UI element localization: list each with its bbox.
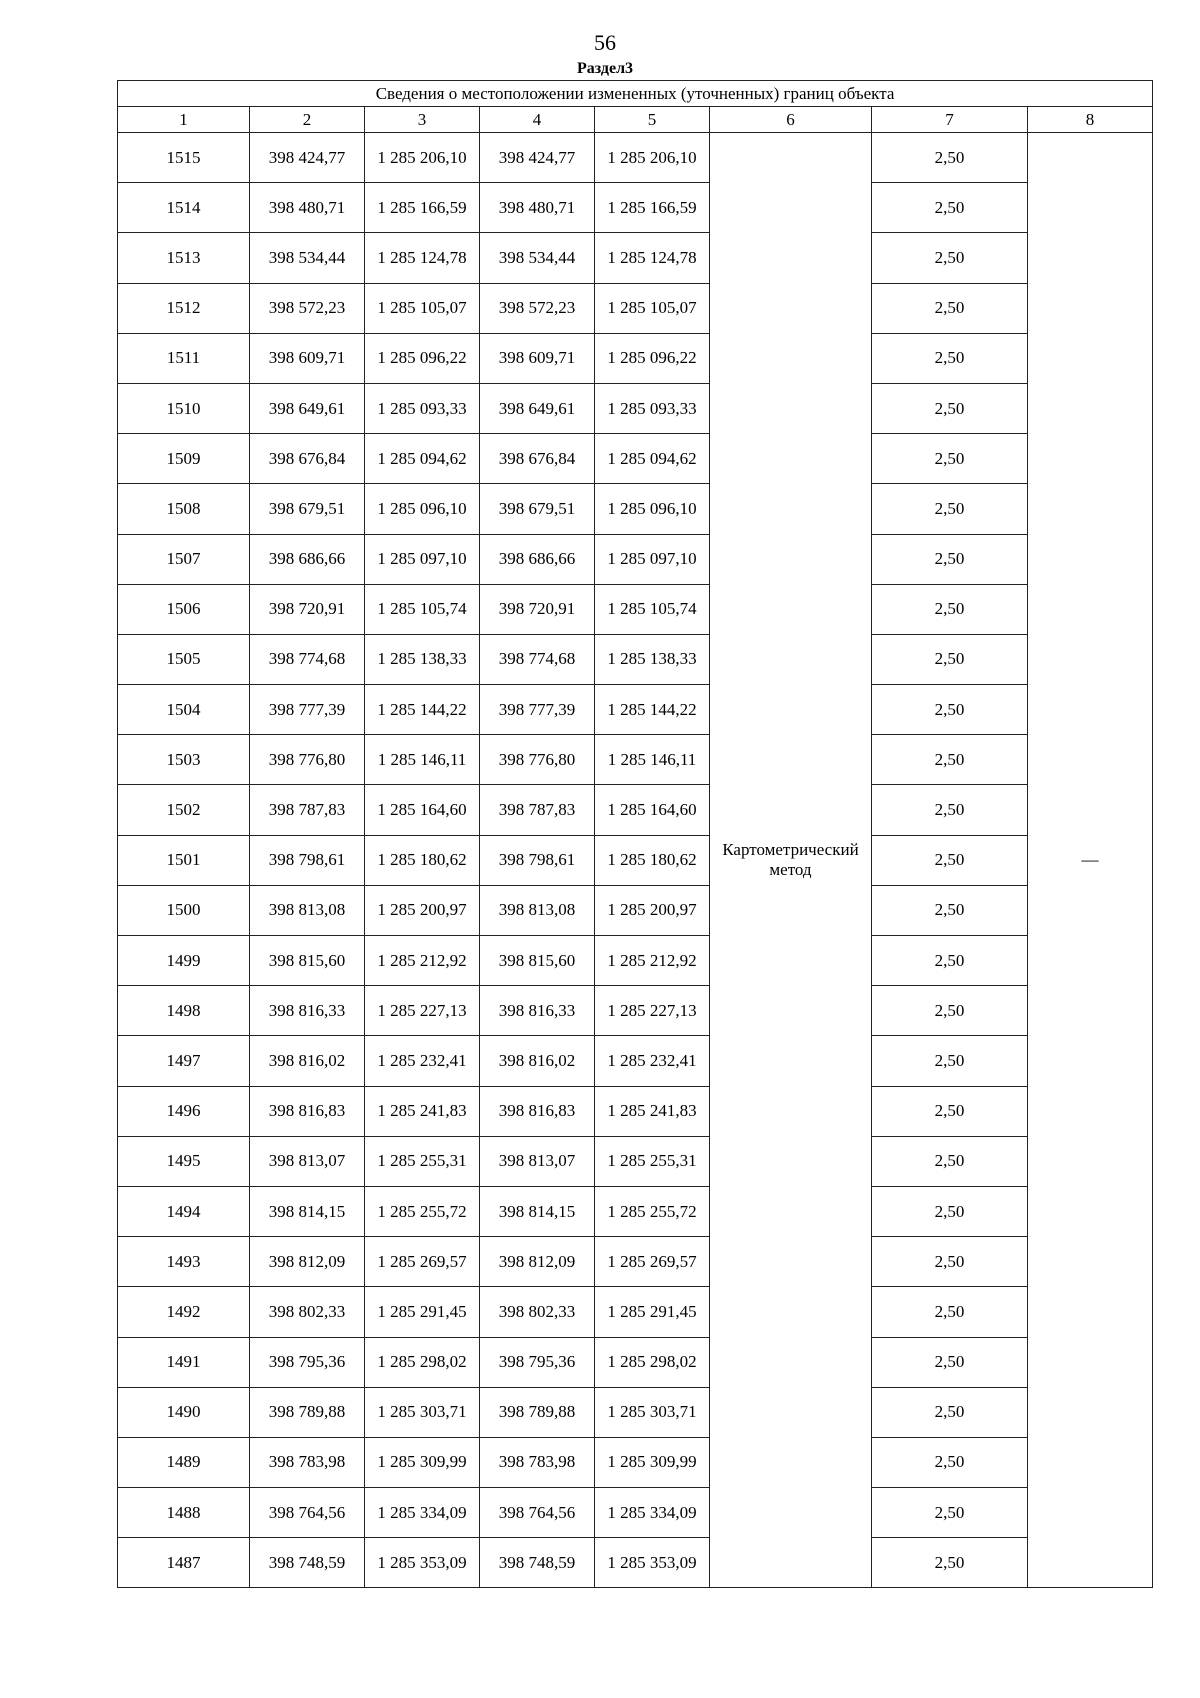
x-new-cell: 398 679,51 — [480, 484, 595, 534]
x-new-cell: 398 764,56 — [480, 1488, 595, 1538]
column-number-row — [118, 107, 1153, 133]
accuracy-cell: 2,50 — [872, 986, 1028, 1036]
table-row — [118, 383, 1153, 433]
x-old-cell: 398 764,56 — [250, 1488, 365, 1538]
y-old-cell: 1 285 255,72 — [365, 1186, 480, 1236]
table-row — [118, 1287, 1153, 1337]
y-new-cell: 1 285 124,78 — [595, 233, 710, 283]
accuracy-cell: 2,50 — [872, 584, 1028, 634]
table-row — [118, 885, 1153, 935]
y-old-cell: 1 285 096,10 — [365, 484, 480, 534]
y-new-cell: 1 285 291,45 — [595, 1287, 710, 1337]
accuracy-cell: 2,50 — [872, 1186, 1028, 1236]
y-new-cell: 1 285 303,71 — [595, 1387, 710, 1437]
accuracy-cell: 2,50 — [872, 133, 1028, 183]
table-row — [118, 1488, 1153, 1538]
y-new-cell: 1 285 144,22 — [595, 685, 710, 735]
x-new-cell: 398 813,08 — [480, 885, 595, 935]
y-old-cell: 1 285 353,09 — [365, 1538, 480, 1588]
table-caption: Сведения о местоположении измененных (уточненных) границ объекта — [118, 81, 1153, 107]
x-old-cell: 398 816,02 — [250, 1036, 365, 1086]
accuracy-cell: 2,50 — [872, 634, 1028, 684]
y-old-cell: 1 285 255,31 — [365, 1136, 480, 1186]
table-row — [118, 1186, 1153, 1236]
x-old-cell: 398 816,33 — [250, 986, 365, 1036]
y-new-cell: 1 285 232,41 — [595, 1036, 710, 1086]
column-number: 6 — [710, 107, 872, 133]
x-new-cell: 398 777,39 — [480, 685, 595, 735]
y-old-cell: 1 285 212,92 — [365, 936, 480, 986]
x-new-cell: 398 816,83 — [480, 1086, 595, 1136]
column-number: 4 — [480, 107, 595, 133]
x-new-cell: 398 802,33 — [480, 1287, 595, 1337]
point-number-cell: 1491 — [118, 1337, 250, 1387]
method-cell: Картометрический метод — [710, 133, 872, 1588]
table-row — [118, 133, 1153, 183]
y-old-cell: 1 285 138,33 — [365, 634, 480, 684]
x-old-cell: 398 776,80 — [250, 735, 365, 785]
accuracy-cell: 2,50 — [872, 333, 1028, 383]
table-row — [118, 534, 1153, 584]
x-old-cell: 398 812,09 — [250, 1237, 365, 1287]
column-number: 2 — [250, 107, 365, 133]
column-number: 8 — [1028, 107, 1153, 133]
point-number-cell: 1509 — [118, 434, 250, 484]
accuracy-cell: 2,50 — [872, 484, 1028, 534]
x-old-cell: 398 572,23 — [250, 283, 365, 333]
y-new-cell: 1 285 097,10 — [595, 534, 710, 584]
x-old-cell: 398 815,60 — [250, 936, 365, 986]
x-old-cell: 398 720,91 — [250, 584, 365, 634]
point-number-cell: 1515 — [118, 133, 250, 183]
x-new-cell: 398 816,02 — [480, 1036, 595, 1086]
column-number: 1 — [118, 107, 250, 133]
point-number-cell: 1497 — [118, 1036, 250, 1086]
y-old-cell: 1 285 309,99 — [365, 1437, 480, 1487]
y-old-cell: 1 285 096,22 — [365, 333, 480, 383]
x-old-cell: 398 783,98 — [250, 1437, 365, 1487]
y-new-cell: 1 285 096,10 — [595, 484, 710, 534]
y-old-cell: 1 285 124,78 — [365, 233, 480, 283]
y-new-cell: 1 285 298,02 — [595, 1337, 710, 1387]
accuracy-cell: 2,50 — [872, 1136, 1028, 1186]
point-number-cell: 1506 — [118, 584, 250, 634]
x-new-cell: 398 787,83 — [480, 785, 595, 835]
x-old-cell: 398 813,07 — [250, 1136, 365, 1186]
x-new-cell: 398 676,84 — [480, 434, 595, 484]
column-number: 5 — [595, 107, 710, 133]
x-old-cell: 398 676,84 — [250, 434, 365, 484]
point-number-cell: 1502 — [118, 785, 250, 835]
column-number: 7 — [872, 107, 1028, 133]
accuracy-cell: 2,50 — [872, 1538, 1028, 1588]
y-old-cell: 1 285 200,97 — [365, 885, 480, 935]
accuracy-cell: 2,50 — [872, 1237, 1028, 1287]
accuracy-cell: 2,50 — [872, 835, 1028, 885]
x-new-cell: 398 814,15 — [480, 1186, 595, 1236]
table-row — [118, 1237, 1153, 1287]
x-new-cell: 398 812,09 — [480, 1237, 595, 1287]
y-new-cell: 1 285 096,22 — [595, 333, 710, 383]
table-row — [118, 1036, 1153, 1086]
x-old-cell: 398 686,66 — [250, 534, 365, 584]
x-old-cell: 398 787,83 — [250, 785, 365, 835]
table-row — [118, 835, 1153, 885]
y-new-cell: 1 285 255,31 — [595, 1136, 710, 1186]
table-row — [118, 986, 1153, 1036]
x-new-cell: 398 783,98 — [480, 1437, 595, 1487]
point-number-cell: 1511 — [118, 333, 250, 383]
y-new-cell: 1 285 269,57 — [595, 1237, 710, 1287]
x-new-cell: 398 813,07 — [480, 1136, 595, 1186]
x-old-cell: 398 777,39 — [250, 685, 365, 735]
accuracy-cell: 2,50 — [872, 936, 1028, 986]
accuracy-cell: 2,50 — [872, 383, 1028, 433]
point-number-cell: 1499 — [118, 936, 250, 986]
y-new-cell: 1 285 180,62 — [595, 835, 710, 885]
x-old-cell: 398 795,36 — [250, 1337, 365, 1387]
point-number-cell: 1495 — [118, 1136, 250, 1186]
x-new-cell: 398 720,91 — [480, 584, 595, 634]
coordinates-table — [117, 80, 1153, 1588]
table-row — [118, 283, 1153, 333]
x-new-cell: 398 480,71 — [480, 183, 595, 233]
point-number-cell: 1500 — [118, 885, 250, 935]
y-old-cell: 1 285 291,45 — [365, 1287, 480, 1337]
y-new-cell: 1 285 334,09 — [595, 1488, 710, 1538]
accuracy-cell: 2,50 — [872, 434, 1028, 484]
accuracy-cell: 2,50 — [872, 1337, 1028, 1387]
y-old-cell: 1 285 298,02 — [365, 1337, 480, 1387]
y-new-cell: 1 285 105,07 — [595, 283, 710, 333]
x-new-cell: 398 572,23 — [480, 283, 595, 333]
point-number-cell: 1494 — [118, 1186, 250, 1236]
table-row — [118, 183, 1153, 233]
y-new-cell: 1 285 353,09 — [595, 1538, 710, 1588]
y-old-cell: 1 285 303,71 — [365, 1387, 480, 1437]
x-old-cell: 398 789,88 — [250, 1387, 365, 1437]
x-new-cell: 398 776,80 — [480, 735, 595, 785]
table-row — [118, 634, 1153, 684]
accuracy-cell: 2,50 — [872, 785, 1028, 835]
x-old-cell: 398 480,71 — [250, 183, 365, 233]
point-number-cell: 1488 — [118, 1488, 250, 1538]
table-row — [118, 735, 1153, 785]
accuracy-cell: 2,50 — [872, 1086, 1028, 1136]
accuracy-cell: 2,50 — [872, 534, 1028, 584]
table-row — [118, 1136, 1153, 1186]
table-row — [118, 1387, 1153, 1437]
table-row — [118, 1538, 1153, 1588]
table-row — [118, 584, 1153, 634]
x-old-cell: 398 649,61 — [250, 383, 365, 433]
point-number-cell: 1503 — [118, 735, 250, 785]
point-number-cell: 1487 — [118, 1538, 250, 1588]
y-new-cell: 1 285 200,97 — [595, 885, 710, 935]
y-old-cell: 1 285 269,57 — [365, 1237, 480, 1287]
point-number-cell: 1513 — [118, 233, 250, 283]
table-row — [118, 685, 1153, 735]
point-number-cell: 1507 — [118, 534, 250, 584]
x-old-cell: 398 609,71 — [250, 333, 365, 383]
x-old-cell: 398 802,33 — [250, 1287, 365, 1337]
y-old-cell: 1 285 166,59 — [365, 183, 480, 233]
table-row — [118, 936, 1153, 986]
table-row — [118, 1337, 1153, 1387]
point-number-cell: 1512 — [118, 283, 250, 333]
point-number-cell: 1496 — [118, 1086, 250, 1136]
x-old-cell: 398 748,59 — [250, 1538, 365, 1588]
accuracy-cell: 2,50 — [872, 283, 1028, 333]
x-new-cell: 398 534,44 — [480, 233, 595, 283]
y-new-cell: 1 285 164,60 — [595, 785, 710, 835]
x-new-cell: 398 748,59 — [480, 1538, 595, 1588]
point-number-cell: 1510 — [118, 383, 250, 433]
y-new-cell: 1 285 146,11 — [595, 735, 710, 785]
point-number-cell: 1493 — [118, 1237, 250, 1287]
x-old-cell: 398 816,83 — [250, 1086, 365, 1136]
y-new-cell: 1 285 105,74 — [595, 584, 710, 634]
x-new-cell: 398 424,77 — [480, 133, 595, 183]
x-new-cell: 398 816,33 — [480, 986, 595, 1036]
y-new-cell: 1 285 138,33 — [595, 634, 710, 684]
x-new-cell: 398 798,61 — [480, 835, 595, 885]
table-row — [118, 1086, 1153, 1136]
table-row — [118, 484, 1153, 534]
table-row — [118, 233, 1153, 283]
point-number-cell: 1501 — [118, 835, 250, 885]
x-old-cell: 398 424,77 — [250, 133, 365, 183]
table-row — [118, 785, 1153, 835]
y-old-cell: 1 285 105,07 — [365, 283, 480, 333]
x-new-cell: 398 649,61 — [480, 383, 595, 433]
page-number: 56 — [594, 30, 616, 55]
x-new-cell: 398 686,66 — [480, 534, 595, 584]
x-new-cell: 398 789,88 — [480, 1387, 595, 1437]
x-new-cell: 398 795,36 — [480, 1337, 595, 1387]
x-new-cell: 398 815,60 — [480, 936, 595, 986]
accuracy-cell: 2,50 — [872, 1488, 1028, 1538]
y-new-cell: 1 285 094,62 — [595, 434, 710, 484]
y-old-cell: 1 285 232,41 — [365, 1036, 480, 1086]
x-old-cell: 398 813,08 — [250, 885, 365, 935]
y-old-cell: 1 285 146,11 — [365, 735, 480, 785]
table-row — [118, 434, 1153, 484]
table-row — [118, 1437, 1153, 1487]
x-old-cell: 398 774,68 — [250, 634, 365, 684]
y-new-cell: 1 285 255,72 — [595, 1186, 710, 1236]
accuracy-cell: 2,50 — [872, 183, 1028, 233]
x-new-cell: 398 774,68 — [480, 634, 595, 684]
x-old-cell: 398 814,15 — [250, 1186, 365, 1236]
y-old-cell: 1 285 241,83 — [365, 1086, 480, 1136]
x-old-cell: 398 534,44 — [250, 233, 365, 283]
point-number-cell: 1490 — [118, 1387, 250, 1437]
point-number-cell: 1514 — [118, 183, 250, 233]
y-old-cell: 1 285 227,13 — [365, 986, 480, 1036]
y-old-cell: 1 285 094,62 — [365, 434, 480, 484]
table-row — [118, 333, 1153, 383]
accuracy-cell: 2,50 — [872, 233, 1028, 283]
x-old-cell: 398 798,61 — [250, 835, 365, 885]
accuracy-cell: 2,50 — [872, 685, 1028, 735]
x-new-cell: 398 609,71 — [480, 333, 595, 383]
y-old-cell: 1 285 334,09 — [365, 1488, 480, 1538]
section-title: Раздел3 — [576, 60, 634, 77]
y-new-cell: 1 285 241,83 — [595, 1086, 710, 1136]
y-old-cell: 1 285 144,22 — [365, 685, 480, 735]
accuracy-cell: 2,50 — [872, 1437, 1028, 1487]
y-new-cell: 1 285 227,13 — [595, 986, 710, 1036]
y-old-cell: 1 285 180,62 — [365, 835, 480, 885]
y-new-cell: 1 285 309,99 — [595, 1437, 710, 1487]
table-body — [118, 133, 1153, 1588]
y-old-cell: 1 285 206,10 — [365, 133, 480, 183]
y-new-cell: 1 285 206,10 — [595, 133, 710, 183]
point-number-cell: 1498 — [118, 986, 250, 1036]
point-number-cell: 1489 — [118, 1437, 250, 1487]
y-new-cell: 1 285 212,92 — [595, 936, 710, 986]
y-old-cell: 1 285 164,60 — [365, 785, 480, 835]
point-number-cell: 1508 — [118, 484, 250, 534]
y-old-cell: 1 285 093,33 — [365, 383, 480, 433]
column8-dash-cell: — — [1028, 133, 1153, 1588]
point-number-cell: 1492 — [118, 1287, 250, 1337]
accuracy-cell: 2,50 — [872, 1036, 1028, 1086]
accuracy-cell: 2,50 — [872, 735, 1028, 785]
y-new-cell: 1 285 166,59 — [595, 183, 710, 233]
x-old-cell: 398 679,51 — [250, 484, 365, 534]
y-old-cell: 1 285 097,10 — [365, 534, 480, 584]
point-number-cell: 1504 — [118, 685, 250, 735]
point-number-cell: 1505 — [118, 634, 250, 684]
y-new-cell: 1 285 093,33 — [595, 383, 710, 433]
accuracy-cell: 2,50 — [872, 1387, 1028, 1437]
column-number: 3 — [365, 107, 480, 133]
accuracy-cell: 2,50 — [872, 1287, 1028, 1337]
accuracy-cell: 2,50 — [872, 885, 1028, 935]
y-old-cell: 1 285 105,74 — [365, 584, 480, 634]
